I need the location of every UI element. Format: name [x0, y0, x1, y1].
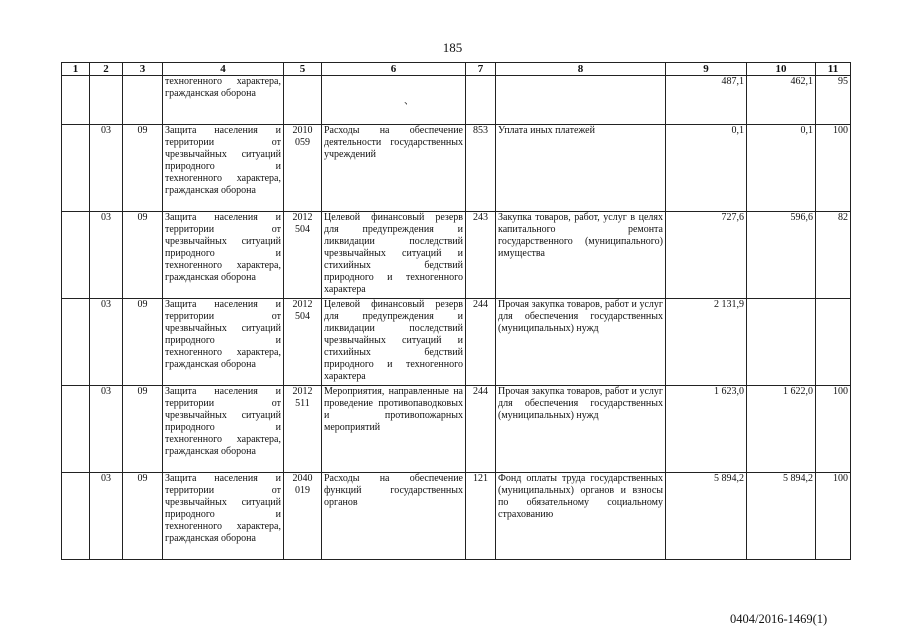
- cell-percent: 100: [816, 386, 851, 473]
- table-row: [62, 125, 851, 212]
- cell-percent: 82: [816, 212, 851, 299]
- cell-subsection: 09: [123, 212, 163, 299]
- table-row: [62, 76, 851, 125]
- cell-section-name: техногенного характера, гражданская оборона: [163, 76, 284, 125]
- cell-section-name: Защита населения и территории от чрезвычайных ситуаций природного и техногенного характера, гражданская оборона: [163, 212, 284, 299]
- cell-target-code: 2012 504: [284, 299, 322, 386]
- cell-target-name: Целевой финансовый резерв для предупреждения и ликвидации последствий чрезвычайных ситуаций и стихийных бедствий природного и техногенного характера: [322, 299, 466, 386]
- cell-expense-name: Уплата иных платежей: [496, 125, 666, 212]
- cell-target-code: 2010 059: [284, 125, 322, 212]
- cell-expense-type: 121: [466, 473, 496, 560]
- cell-subsection: 09: [123, 125, 163, 212]
- cell-target-code: 2040 019: [284, 473, 322, 560]
- cell-planned: 2 131,9: [666, 299, 747, 386]
- cell-planned: 487,1: [666, 76, 747, 125]
- cell-target-name: Расходы на обеспечение функций государственных органов: [322, 473, 466, 560]
- column-header: 5: [284, 63, 322, 76]
- cell-col1: [62, 386, 90, 473]
- page-number: 185: [442, 40, 463, 55]
- cell-target-code: 2012 511: [284, 386, 322, 473]
- cell-subsection: 09: [123, 299, 163, 386]
- cell-col1: [62, 76, 90, 125]
- cell-target-name: Расходы на обеспечение деятельности государственных учреждений: [322, 125, 466, 212]
- table-row: [62, 212, 851, 299]
- cell-section-name: Защита населения и территории от чрезвычайных ситуаций природного и техногенного характера, гражданская оборона: [163, 125, 284, 212]
- cell-actual: 5 894,2: [747, 473, 816, 560]
- cell-expense-type: 244: [466, 299, 496, 386]
- column-header: 1: [62, 63, 90, 76]
- column-header: 8: [496, 63, 666, 76]
- cell-target-name: [322, 76, 466, 125]
- cell-col1: [62, 212, 90, 299]
- cell-planned: 1 623,0: [666, 386, 747, 473]
- cell-planned: 5 894,2: [666, 473, 747, 560]
- cell-section-name: Защита населения и территории от чрезвычайных ситуаций природного и техногенного характера, гражданская оборона: [163, 386, 284, 473]
- cell-subsection: 09: [123, 473, 163, 560]
- cell-col1: [62, 473, 90, 560]
- table-header-row: [62, 63, 851, 76]
- cell-target-code: [284, 76, 322, 125]
- cell-target-name: Целевой финансовый резерв для предупреждения и ликвидации последствий чрезвычайных ситуаций и стихийных бедствий природного и техногенного характера: [322, 212, 466, 299]
- cell-section-name: Защита населения и территории от чрезвычайных ситуаций природного и техногенного характера, гражданская оборона: [163, 299, 284, 386]
- cell-percent: 100: [816, 473, 851, 560]
- cell-percent: 95: [816, 76, 851, 125]
- cell-percent: [816, 299, 851, 386]
- cell-section: 03: [90, 386, 123, 473]
- column-header: 6: [322, 63, 466, 76]
- cell-col1: [62, 299, 90, 386]
- cell-section: 03: [90, 299, 123, 386]
- cell-expense-type: 853: [466, 125, 496, 212]
- table-row: [62, 386, 851, 473]
- cell-expense-name: Закупка товаров, работ, услуг в целях капитального ремонта государственного (муниципального) имущества: [496, 212, 666, 299]
- cell-actual: [747, 299, 816, 386]
- cell-target-code: 2012 504: [284, 212, 322, 299]
- cell-subsection: [123, 76, 163, 125]
- stray-mark: 、: [404, 96, 414, 107]
- cell-planned: 727,6: [666, 212, 747, 299]
- cell-actual: 462,1: [747, 76, 816, 125]
- cell-expense-name: Прочая закупка товаров, работ и услуг для обеспечения государственных (муниципальных) нужд: [496, 386, 666, 473]
- cell-subsection: 09: [123, 386, 163, 473]
- cell-percent: 100: [816, 125, 851, 212]
- cell-section: 03: [90, 125, 123, 212]
- cell-expense-type: 244: [466, 386, 496, 473]
- cell-expense-name: [496, 76, 666, 125]
- cell-expense-name: Фонд оплаты труда государственных (муниципальных) органов и взносы по обязательному социальному страхованию: [496, 473, 666, 560]
- cell-actual: 0,1: [747, 125, 816, 212]
- cell-actual: 1 622,0: [747, 386, 816, 473]
- cell-actual: 596,6: [747, 212, 816, 299]
- column-header: 2: [90, 63, 123, 76]
- cell-target-name: Мероприятия, направленные на проведение противопаводковых и противопожарных мероприятий: [322, 386, 466, 473]
- cell-col1: [62, 125, 90, 212]
- cell-section: 03: [90, 212, 123, 299]
- budget-table: [61, 62, 851, 560]
- column-header: 4: [163, 63, 284, 76]
- cell-expense-name: Прочая закупка товаров, работ и услуг для обеспечения государственных (муниципальных) нужд: [496, 299, 666, 386]
- column-header: 7: [466, 63, 496, 76]
- table-row: [62, 473, 851, 560]
- cell-section: 03: [90, 473, 123, 560]
- cell-section: [90, 76, 123, 125]
- cell-section-name: Защита населения и территории от чрезвычайных ситуаций природного и техногенного характера, гражданская оборона: [163, 473, 284, 560]
- table-row: [62, 299, 851, 386]
- document-code: 0404/2016-1469(1): [730, 612, 828, 626]
- cell-expense-type: 243: [466, 212, 496, 299]
- cell-planned: 0,1: [666, 125, 747, 212]
- cell-expense-type: [466, 76, 496, 125]
- column-header: 10: [747, 63, 816, 76]
- column-header: 11: [816, 63, 851, 76]
- column-header: 3: [123, 63, 163, 76]
- column-header: 9: [666, 63, 747, 76]
